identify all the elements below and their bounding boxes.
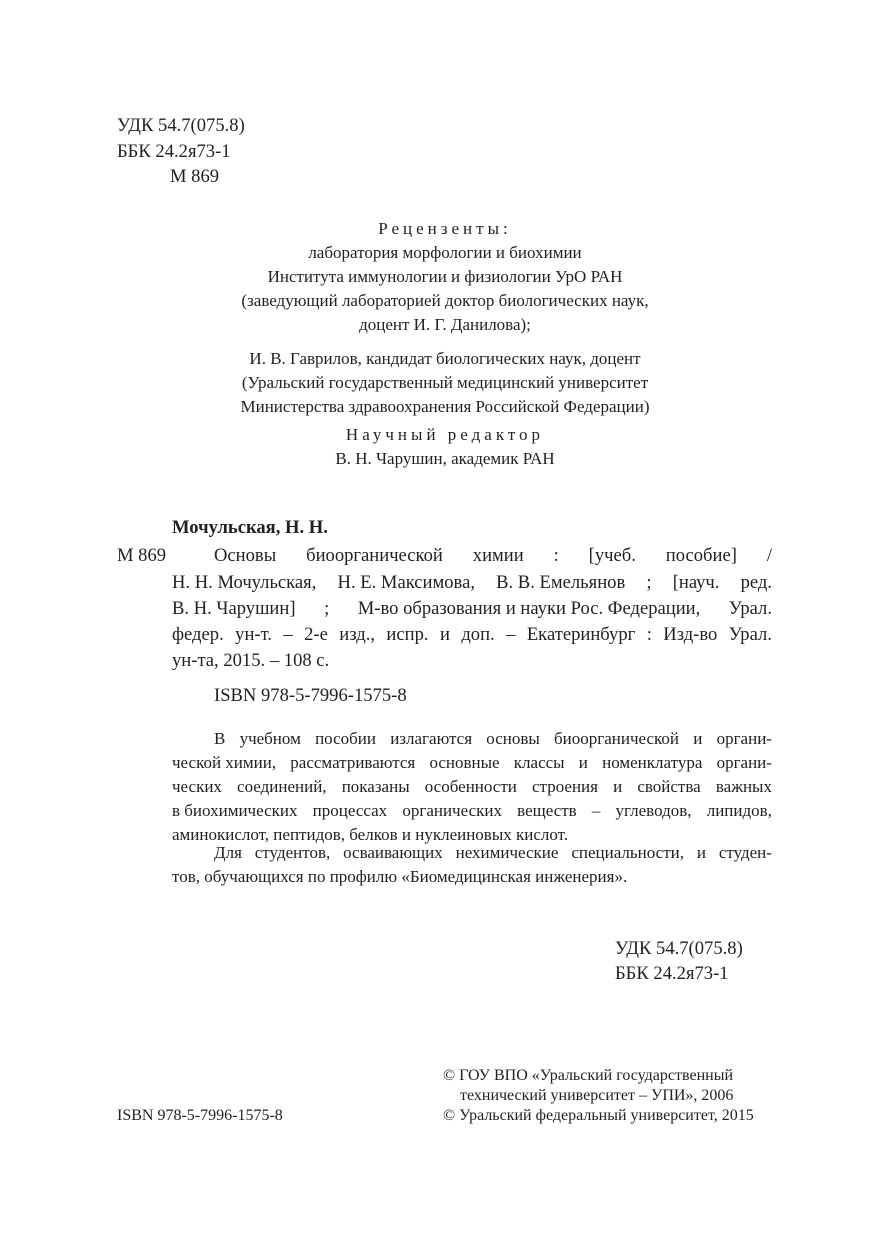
copyright-line: © ГОУ ВПО «Уральский государственный bbox=[443, 1067, 733, 1084]
bbk-code-bottom: ББК 24.2я73-1 bbox=[615, 963, 729, 984]
annotation-line: в биохимических процессах органических веществ – углеводов, липидов, bbox=[172, 801, 772, 820]
annotation-line: аминокислот, пептидов, белков и нуклеиновых кислот. bbox=[172, 825, 569, 844]
bbk-code: ББК 24.2я73-1 bbox=[117, 141, 231, 162]
biblio-line: Основы биоорганической химии : [учеб. пособие] / bbox=[214, 545, 772, 566]
editor-name: В. Н. Чарушин, академик РАН bbox=[335, 449, 555, 468]
copyright-line: технический университет – УПИ», 2006 bbox=[460, 1087, 734, 1104]
author-heading: Мочульская, Н. Н. bbox=[172, 517, 328, 538]
annotation-line: В учебном пособии излагаются основы биоорганической и органи- bbox=[214, 729, 772, 748]
editor-heading: Научный редактор bbox=[345, 425, 545, 444]
reviewer-person-line: И. В. Гаврилов, кандидат биологических наук, доцент bbox=[249, 349, 641, 368]
copyright-line: © Уральский федеральный университет, 2015 bbox=[443, 1107, 754, 1124]
reviewers-block bbox=[180, 219, 710, 473]
author-mark: М 869 bbox=[170, 166, 220, 187]
reviewers-heading: Рецензенты: bbox=[378, 219, 512, 238]
annotation-line: Для студентов, осваивающих нехимические специальности, и студен- bbox=[214, 843, 772, 862]
biblio-line: ун-та, 2015. – 108 с. bbox=[172, 650, 330, 671]
annotation-line: ческих соединений, показаны особенности строения и свойства важных bbox=[172, 777, 772, 796]
biblio-mark: М 869 bbox=[117, 545, 167, 566]
reviewer-org-line: доцент И. Г. Данилова); bbox=[359, 315, 531, 334]
isbn: ISBN 978-5-7996-1575-8 bbox=[214, 685, 407, 706]
reviewer-org-line: Института иммунологии и физиологии УрО РАН bbox=[267, 267, 623, 286]
isbn-footer: ISBN 978-5-7996-1575-8 bbox=[117, 1107, 283, 1124]
reviewer-person-line: Министерства здравоохранения Российской Федерации) bbox=[240, 397, 650, 416]
udk-code: УДК 54.7(075.8) bbox=[117, 115, 245, 136]
biblio-line: В. Н. Чарушин] ; М-во образования и науки Рос. Федерации, Урал. bbox=[172, 598, 772, 619]
annotation-line: тов, обучающихся по профилю «Биомедицинская инженерия». bbox=[172, 867, 628, 886]
annotation-line: ческой химии, рассматриваются основные классы и номенклатура органи- bbox=[172, 753, 772, 772]
biblio-line: Н. Н. Мочульская, Н. Е. Максимова, В. В. Емельянов ; [науч. ред. bbox=[172, 572, 772, 593]
reviewer-org-line: (заведующий лабораторией доктор биологических наук, bbox=[241, 291, 649, 310]
reviewer-person-line: (Уральский государственный медицинский университет bbox=[241, 373, 649, 392]
reviewer-org-line: лаборатория морфологии и биохимии bbox=[308, 243, 582, 262]
biblio-line: федер. ун-т. – 2-е изд., испр. и доп. – Екатеринбург : Изд-во Урал. bbox=[172, 624, 772, 645]
udk-code-bottom: УДК 54.7(075.8) bbox=[615, 938, 743, 959]
